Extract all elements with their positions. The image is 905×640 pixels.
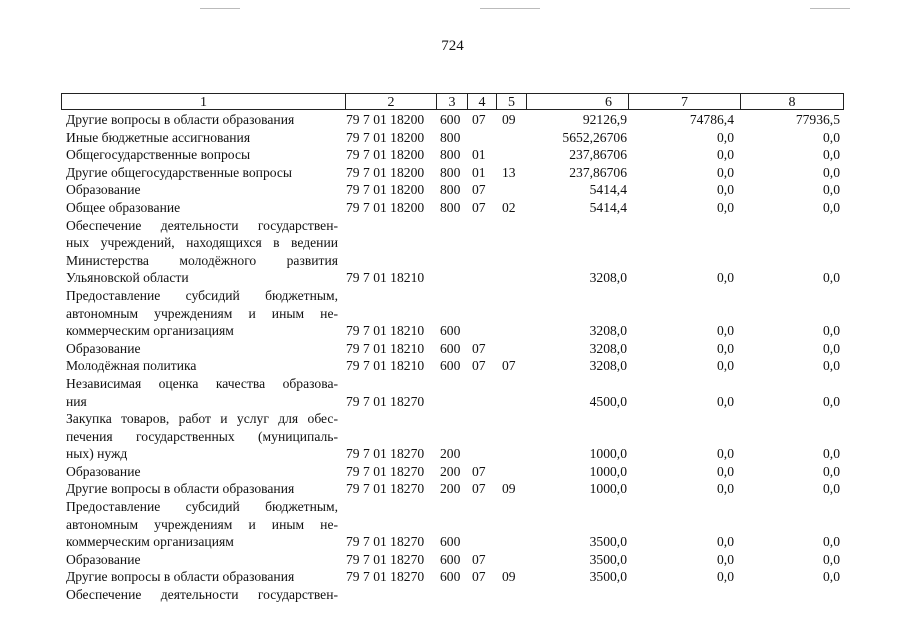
row-col-5: 02 bbox=[502, 199, 516, 215]
row-value-8: 0,0 bbox=[823, 270, 840, 286]
row-code: 79 7 01 18200 bbox=[346, 112, 425, 127]
row-code: 79 7 01 18200 bbox=[346, 199, 425, 215]
row-value-8: 0,0 bbox=[823, 358, 840, 374]
page-number: 724 bbox=[441, 38, 464, 54]
row-value-7: 0,0 bbox=[717, 199, 734, 215]
table-header bbox=[61, 93, 844, 111]
row-value-6: 1000,0 bbox=[589, 481, 627, 497]
row-value-7: 0,0 bbox=[717, 569, 734, 585]
row-label: автономным учреждениям и иным не- bbox=[66, 516, 338, 532]
row-value-6: 1000,0 bbox=[589, 446, 627, 462]
row-code: 79 7 01 18200 bbox=[346, 129, 425, 145]
row-col-5: 07 bbox=[502, 358, 516, 374]
row-label: Ульяновской области bbox=[66, 270, 189, 286]
table-row bbox=[0, 480, 905, 498]
row-col-3: 600 bbox=[440, 569, 461, 585]
row-label: Образование bbox=[66, 340, 141, 356]
row-label: Другие общегосударственные вопросы bbox=[66, 164, 293, 180]
row-col-3: 800 bbox=[440, 147, 461, 163]
row-value-7: 0,0 bbox=[717, 147, 734, 163]
row-col-3: 800 bbox=[440, 129, 461, 145]
row-value-8: 0,0 bbox=[823, 446, 840, 462]
row-value-6: 237,86706 bbox=[569, 147, 627, 163]
row-code: 79 7 01 18210 bbox=[346, 358, 425, 374]
row-label: Общегосударственные вопросы bbox=[66, 147, 251, 163]
row-code: 79 7 01 18270 bbox=[346, 569, 425, 585]
row-col-5: 09 bbox=[502, 481, 516, 497]
scan-artifact bbox=[480, 8, 540, 9]
row-label: Другие вопросы в области образования bbox=[66, 569, 295, 585]
row-label: ния bbox=[66, 393, 87, 409]
row-value-7: 0,0 bbox=[717, 340, 734, 356]
table-row bbox=[0, 410, 905, 428]
row-value-6: 3500,0 bbox=[589, 534, 627, 550]
table-row bbox=[0, 111, 905, 129]
row-col-3: 800 bbox=[440, 199, 461, 215]
row-label: Предоставление субсидий бюджетным, bbox=[66, 287, 338, 303]
row-value-6: 3208,0 bbox=[589, 358, 627, 374]
row-value-7: 0,0 bbox=[717, 481, 734, 497]
row-label: Обеспечение деятельности государствен- bbox=[66, 217, 338, 233]
header-col-4: 4 bbox=[467, 93, 496, 110]
table-row bbox=[0, 393, 905, 411]
row-label: Другие вопросы в области образования bbox=[66, 481, 295, 497]
row-col-4: 07 bbox=[472, 481, 486, 497]
row-label: автономным учреждениям и иным не- bbox=[66, 305, 338, 321]
table-row bbox=[0, 199, 905, 217]
row-value-8: 0,0 bbox=[823, 393, 840, 409]
row-col-3: 800 bbox=[440, 164, 461, 180]
row-label: Образование bbox=[66, 182, 141, 198]
row-label: Молодёжная политика bbox=[66, 358, 197, 374]
row-col-4: 07 bbox=[472, 358, 486, 374]
table-row bbox=[0, 146, 905, 164]
row-value-7: 0,0 bbox=[717, 182, 734, 198]
row-code: 79 7 01 18200 bbox=[346, 147, 425, 163]
row-value-8: 0,0 bbox=[823, 534, 840, 550]
row-code: 79 7 01 18200 bbox=[346, 182, 425, 198]
row-code: 79 7 01 18270 bbox=[346, 534, 425, 550]
row-value-6: 3208,0 bbox=[589, 323, 627, 339]
row-value-8: 0,0 bbox=[823, 199, 840, 215]
row-value-7: 0,0 bbox=[717, 270, 734, 286]
row-col-4: 07 bbox=[472, 199, 486, 215]
header-col-8: 8 bbox=[740, 93, 844, 110]
scan-artifact bbox=[810, 8, 850, 9]
row-col-4: 07 bbox=[472, 569, 486, 585]
row-col-3: 800 bbox=[440, 182, 461, 198]
header-col-1: 1 bbox=[61, 93, 345, 110]
row-col-3: 200 bbox=[440, 463, 461, 479]
row-code: 79 7 01 18270 bbox=[346, 481, 425, 497]
row-value-8: 0,0 bbox=[823, 569, 840, 585]
table-body bbox=[0, 111, 905, 604]
header-col-2: 2 bbox=[345, 93, 436, 110]
row-col-4: 07 bbox=[472, 463, 486, 479]
row-code: 79 7 01 18200 bbox=[346, 164, 425, 180]
header-col-6: 6 bbox=[526, 93, 690, 110]
table-row bbox=[0, 463, 905, 481]
row-col-4: 01 bbox=[472, 147, 486, 163]
table-row bbox=[0, 269, 905, 287]
table-row bbox=[0, 287, 905, 305]
row-value-6: 3500,0 bbox=[589, 569, 627, 585]
row-value-7: 74786,4 bbox=[689, 112, 734, 127]
scan-artifact bbox=[200, 8, 240, 9]
row-col-3: 600 bbox=[440, 112, 461, 127]
row-label: коммерческим организациям bbox=[66, 534, 234, 550]
table-row bbox=[0, 568, 905, 586]
row-col-4: 07 bbox=[472, 340, 486, 356]
row-value-6: 92126,9 bbox=[582, 112, 627, 127]
row-code: 79 7 01 18270 bbox=[346, 393, 425, 409]
row-value-7: 0,0 bbox=[717, 358, 734, 374]
table-row bbox=[0, 533, 905, 551]
row-col-3: 600 bbox=[440, 340, 461, 356]
row-label: Независимая оценка качества образова- bbox=[66, 375, 338, 391]
row-code: 79 7 01 18270 bbox=[346, 463, 425, 479]
row-value-8: 0,0 bbox=[823, 129, 840, 145]
row-col-3: 600 bbox=[440, 323, 461, 339]
row-col-5: 09 bbox=[502, 112, 516, 127]
row-value-8: 0,0 bbox=[823, 147, 840, 163]
table-row bbox=[0, 498, 905, 516]
table-row bbox=[0, 428, 905, 446]
row-value-6: 1000,0 bbox=[589, 463, 627, 479]
row-col-4: 01 bbox=[472, 164, 486, 180]
row-col-5: 13 bbox=[502, 164, 516, 180]
table-row bbox=[0, 551, 905, 569]
row-label: Министерства молодёжного развития bbox=[66, 252, 338, 268]
table-row bbox=[0, 305, 905, 323]
row-value-8: 0,0 bbox=[823, 164, 840, 180]
table-row bbox=[0, 322, 905, 340]
row-label: Образование bbox=[66, 463, 141, 479]
table-row bbox=[0, 357, 905, 375]
row-code: 79 7 01 18270 bbox=[346, 551, 425, 567]
row-value-7: 0,0 bbox=[717, 393, 734, 409]
row-value-8: 0,0 bbox=[823, 340, 840, 356]
table-row bbox=[0, 516, 905, 534]
row-col-3: 200 bbox=[440, 481, 461, 497]
header-col-3: 3 bbox=[436, 93, 467, 110]
row-value-6: 3208,0 bbox=[589, 340, 627, 356]
table-row bbox=[0, 445, 905, 463]
row-value-8: 0,0 bbox=[823, 323, 840, 339]
table-row bbox=[0, 217, 905, 235]
row-label: ных) нужд bbox=[66, 446, 128, 462]
row-label: Общее образование bbox=[66, 199, 181, 215]
row-value-7: 0,0 bbox=[717, 534, 734, 550]
row-value-8: 0,0 bbox=[823, 481, 840, 497]
row-value-8: 0,0 bbox=[823, 551, 840, 567]
row-col-5: 09 bbox=[502, 569, 516, 585]
table-row bbox=[0, 586, 905, 604]
row-value-8: 0,0 bbox=[823, 463, 840, 479]
header-col-7: 7 bbox=[628, 93, 740, 110]
table-row bbox=[0, 164, 905, 182]
row-value-8: 0,0 bbox=[823, 182, 840, 198]
row-col-3: 600 bbox=[440, 358, 461, 374]
row-label: коммерческим организациям bbox=[66, 323, 234, 339]
row-col-4: 07 bbox=[472, 182, 486, 198]
row-value-6: 237,86706 bbox=[569, 164, 627, 180]
table-row bbox=[0, 375, 905, 393]
row-value-8: 77936,5 bbox=[795, 112, 840, 127]
table-row bbox=[0, 129, 905, 147]
row-value-6: 4500,0 bbox=[589, 393, 627, 409]
row-col-3: 600 bbox=[440, 534, 461, 550]
table-row bbox=[0, 340, 905, 358]
row-label: Другие вопросы в области образования bbox=[66, 112, 295, 127]
row-label: Образование bbox=[66, 551, 141, 567]
row-value-7: 0,0 bbox=[717, 551, 734, 567]
row-label: Обеспечение деятельности государствен- bbox=[66, 587, 338, 603]
row-label: ных учреждений, находящихся в ведении bbox=[66, 235, 338, 251]
table-row bbox=[0, 181, 905, 199]
header-col-5: 5 bbox=[496, 93, 526, 110]
row-col-3: 200 bbox=[440, 446, 461, 462]
row-code: 79 7 01 18210 bbox=[346, 323, 425, 339]
row-col-3: 600 bbox=[440, 551, 461, 567]
row-label: Иные бюджетные ассигнования bbox=[66, 129, 251, 145]
row-value-6: 5414,4 bbox=[589, 199, 627, 215]
row-value-6: 5414,4 bbox=[589, 182, 627, 198]
row-code: 79 7 01 18210 bbox=[346, 340, 425, 356]
row-value-6: 5652,26706 bbox=[562, 129, 627, 145]
row-value-7: 0,0 bbox=[717, 164, 734, 180]
row-value-7: 0,0 bbox=[717, 129, 734, 145]
row-label: печения государственных (муниципаль- bbox=[66, 428, 338, 444]
table-row bbox=[0, 234, 905, 252]
row-col-4: 07 bbox=[472, 551, 486, 567]
row-code: 79 7 01 18270 bbox=[346, 446, 425, 462]
row-value-6: 3208,0 bbox=[589, 270, 627, 286]
table-row bbox=[0, 252, 905, 270]
row-label: Закупка товаров, работ и услуг для обес- bbox=[66, 411, 338, 427]
row-value-7: 0,0 bbox=[717, 446, 734, 462]
row-value-7: 0,0 bbox=[717, 323, 734, 339]
row-label: Предоставление субсидий бюджетным, bbox=[66, 499, 338, 515]
row-code: 79 7 01 18210 bbox=[346, 270, 425, 286]
row-value-7: 0,0 bbox=[717, 463, 734, 479]
row-col-4: 07 bbox=[472, 112, 486, 127]
row-value-6: 3500,0 bbox=[589, 551, 627, 567]
